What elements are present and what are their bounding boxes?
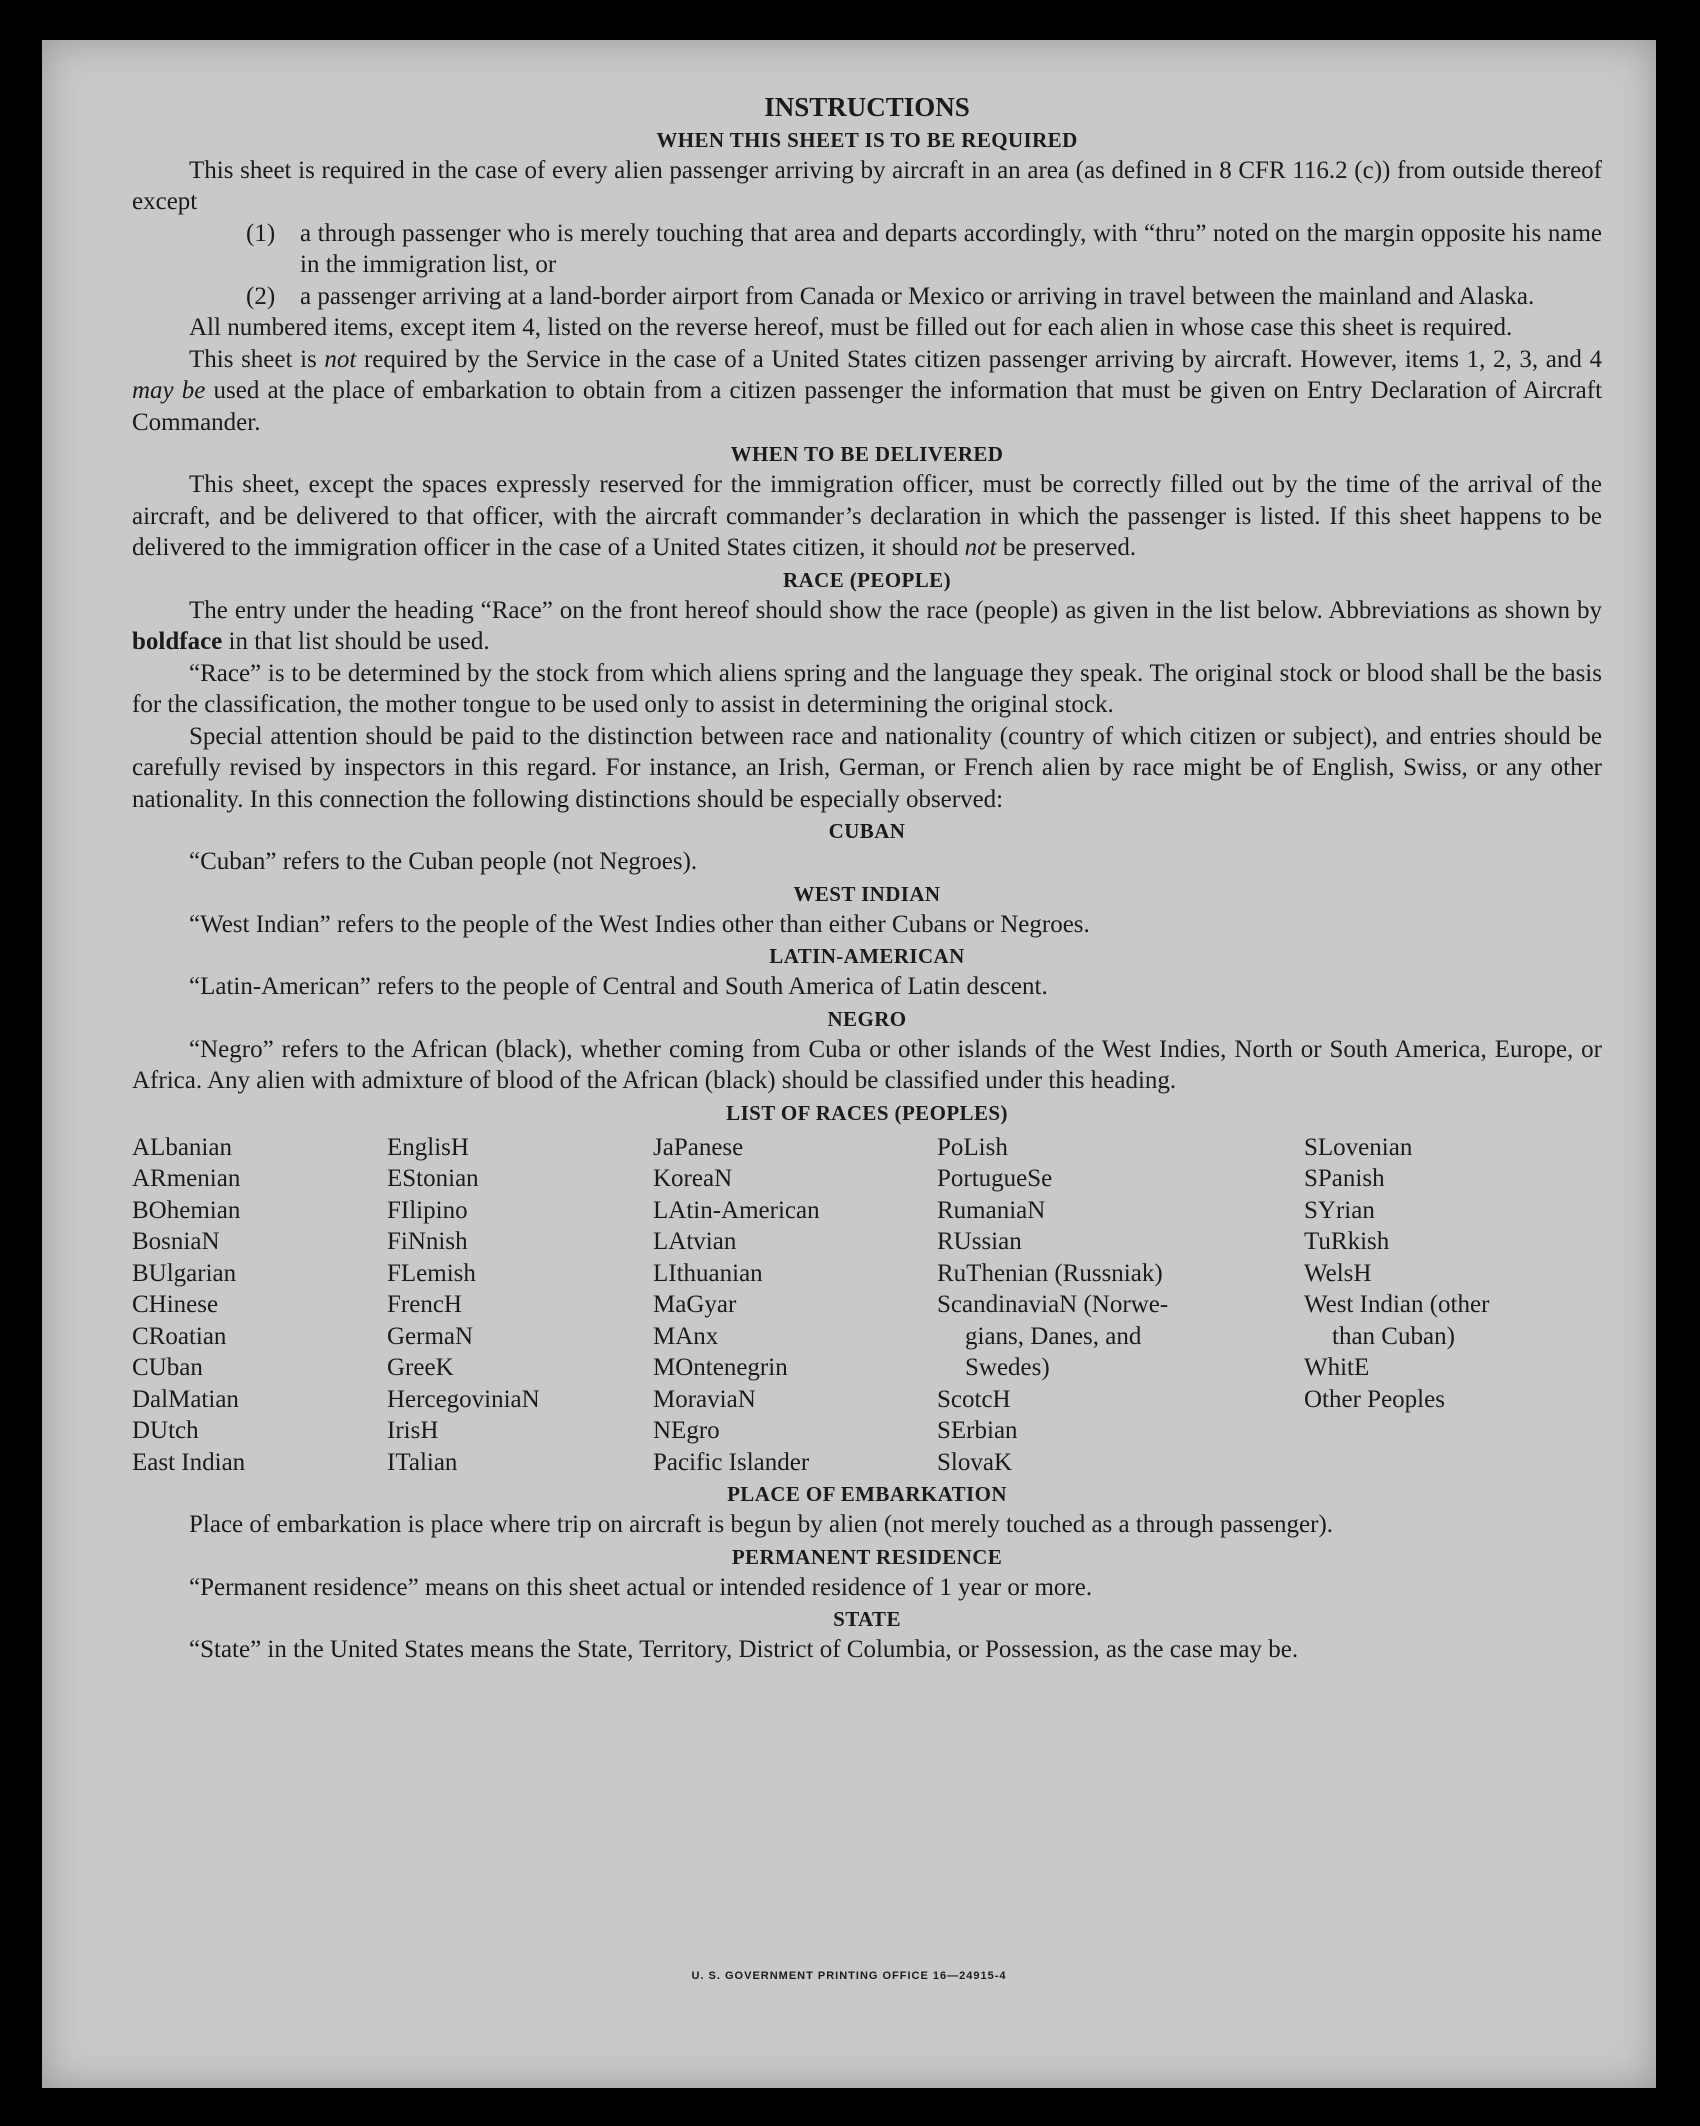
section-heading: STATE: [833, 1607, 901, 1631]
section-heading: LATIN-AMERICAN: [769, 944, 965, 968]
paragraph: “State” in the United States means the State, Territory, District of Columbia, or Possession, as the case may be.: [189, 1636, 1299, 1663]
section-heading: CUBAN: [828, 819, 906, 843]
emphasis: not: [964, 534, 997, 561]
race-entry: LAtin-American: [653, 1196, 820, 1224]
text-run: used at the place of embarkation to obtain from a citizen passenger the information that must be given on Entry Declaration of Aircraft Commander.: [132, 377, 1603, 436]
race-entry: Other Peoples: [1304, 1385, 1445, 1413]
race-entry: FIlipino: [387, 1196, 468, 1224]
race-entry: PoLish: [937, 1133, 1008, 1161]
race-entry: Swedes): [965, 1354, 1050, 1381]
text-run: This sheet, except the spaces expressly reserved for the immigration officer, must be correctly filled out by the time of the arrival of the aircraft, and be delivered to that officer, with the aircraft commander’s declaration in which the passenger is listed. If this sheet happens to be delivered to the immigration officer in the case of a United States citizen, it should: [132, 471, 1602, 561]
race-entry: SErbian: [937, 1417, 1018, 1444]
paragraph: [132, 344, 1602, 439]
race-entry: IrisH: [387, 1417, 439, 1444]
race-entry: WelsH: [1304, 1259, 1372, 1287]
paragraph: All numbered items, except item 4, listed on the reverse hereof, must be filled out for each alien in whose case this sheet is required.: [189, 314, 1513, 341]
document-content: [132, 92, 1602, 1666]
paragraph: Place of embarkation is place where trip on aircraft is begun by alien (not merely touched as a through passenger).: [189, 1511, 1334, 1538]
printer-imprint: U. S. GOVERNMENT PRINTING OFFICE 16—24915-4: [691, 1970, 1007, 1982]
paragraph: “West Indian” refers to the people of the West Indies other than either Cubans or Negroes.: [189, 910, 1090, 938]
race-entry: JaPanese: [653, 1133, 744, 1161]
race-entry: WhitE: [1304, 1354, 1370, 1381]
text-run: in that list should be used.: [222, 628, 490, 655]
section-heading: WEST INDIAN: [793, 881, 941, 906]
bold-text: boldface: [132, 628, 223, 655]
item-text: a through passenger who is merely touching that area and departs accordingly, with “thru” noted on the margin opposite his name in the immigration list, or: [300, 219, 1602, 278]
race-entry: NEgro: [653, 1417, 720, 1444]
paragraph: “Race” is to be determined by the stock from which aliens spring and the language they speak. The original stock or blood shall be the basis for the classification, the mother tongue to be used only to assist in determining the original stock.: [132, 659, 1602, 718]
text-run: This sheet is: [189, 345, 325, 373]
race-entry: EStonian: [387, 1165, 479, 1192]
race-entry: SPanish: [1304, 1165, 1385, 1192]
race-entry: CHinese: [132, 1291, 219, 1318]
race-entry: BosniaN: [132, 1228, 220, 1255]
section-heading: LIST OF RACES (PEOPLES): [726, 1100, 1008, 1125]
item-number: (1): [246, 219, 276, 247]
race-entry: ScotcH: [937, 1385, 1011, 1413]
race-entry: PortugueSe: [937, 1165, 1053, 1192]
race-entry: East Indian: [132, 1448, 246, 1476]
race-entry: FrencH: [387, 1291, 462, 1318]
race-entry: West Indian (other: [1304, 1291, 1490, 1318]
race-entry: BOhemian: [132, 1196, 241, 1224]
page-title: INSTRUCTIONS: [764, 92, 970, 122]
race-entry: FiNnish: [387, 1228, 468, 1255]
race-entry: CUban: [132, 1354, 203, 1381]
race-entry: EnglisH: [387, 1133, 469, 1161]
list-item: [246, 218, 1602, 281]
item-text: a passenger arriving at a land-border airport from Canada or Mexico or arriving in travel between the mainland and Alaska.: [300, 282, 1535, 310]
race-entry: LAtvian: [653, 1228, 737, 1255]
race-entry: ScandinaviaN (Norwe-: [937, 1291, 1169, 1318]
document-sheet: [42, 40, 1656, 2088]
emphasis: not: [324, 345, 357, 373]
paragraph: “Cuban” refers to the Cuban people (not Negroes).: [189, 848, 698, 875]
race-entry: GermaN: [387, 1322, 474, 1350]
race-entry: SlovaK: [937, 1448, 1012, 1476]
race-entry: Pacific Islander: [653, 1448, 810, 1476]
race-entry: DalMatian: [132, 1385, 239, 1413]
race-entry: TuRkish: [1304, 1228, 1390, 1255]
paragraph: “Negro” refers to the African (black), whether coming from Cuba or other islands of the West Indies, North or South America, Europe, or Africa. Any alien with admixture of blood of the African (black) should be classified under this heading.: [132, 1035, 1602, 1094]
section-heading: NEGRO: [827, 1006, 907, 1031]
races-column: [937, 1132, 1304, 1479]
emphasis: may be: [132, 377, 206, 404]
races-column: [387, 1132, 653, 1479]
race-entry: ARmenian: [132, 1165, 241, 1192]
paragraph: This sheet is required in the case of every alien passenger arriving by aircraft in an area (as defined in 8 CFR 116.2 (c)) from outside thereof except: [132, 156, 1602, 215]
race-entry: FLemish: [387, 1259, 476, 1287]
race-entry: than Cuban): [1332, 1322, 1455, 1350]
paragraph: [132, 595, 1602, 658]
section-heading: WHEN TO BE DELIVERED: [730, 442, 1004, 466]
race-entry: HercegoviniaN: [387, 1385, 540, 1413]
races-column: [132, 1132, 387, 1479]
races-column: [653, 1132, 937, 1479]
race-entry: SLovenian: [1304, 1133, 1413, 1161]
race-entry: MaGyar: [653, 1291, 737, 1318]
race-entry: ALbanian: [132, 1133, 232, 1161]
races-list: [132, 1132, 1602, 1479]
paragraph: [132, 469, 1602, 564]
race-entry: MOntenegrin: [653, 1354, 788, 1381]
race-entry: KoreaN: [653, 1165, 733, 1192]
race-entry: RUssian: [937, 1228, 1022, 1255]
text-run: be preserved.: [996, 534, 1137, 561]
paragraph: “Latin-American” refers to the people of Central and South America of Latin descent.: [189, 973, 1048, 1000]
race-entry: DUtch: [132, 1417, 199, 1444]
paragraph: “Permanent residence” means on this sheet actual or intended residence of 1 year or more.: [189, 1573, 1093, 1601]
section-heading: WHEN THIS SHEET IS TO BE REQUIRED: [656, 127, 1078, 152]
race-entry: MAnx: [653, 1322, 719, 1350]
race-entry: SYrian: [1304, 1196, 1375, 1224]
race-entry: GreeK: [387, 1354, 454, 1381]
race-entry: gians, Danes, and: [965, 1322, 1142, 1350]
section-heading: PERMANENT RESIDENCE: [731, 1544, 1003, 1569]
section-heading: PLACE OF EMBARKATION: [727, 1482, 1007, 1506]
text-run: required by the Service in the case of a United States citizen passenger arriving by aircraft. However, items 1, 2, 3, and 4: [356, 345, 1602, 373]
text-run: The entry under the heading “Race” on the front hereof should show the race (people) as given in the list below. Abbreviations as shown by: [189, 596, 1602, 624]
race-entry: MoraviaN: [653, 1385, 756, 1413]
section-heading: RACE (PEOPLE): [783, 567, 951, 592]
list-item: [246, 281, 1602, 313]
race-entry: RuThenian (Russniak): [937, 1259, 1163, 1287]
race-entry: LIthuanian: [653, 1259, 763, 1287]
race-entry: BUlgarian: [132, 1259, 237, 1287]
item-number: (2): [246, 282, 276, 310]
race-entry: ITalian: [387, 1448, 458, 1476]
race-entry: RumaniaN: [937, 1196, 1046, 1224]
paragraph: Special attention should be paid to the distinction between race and nationality (country of which citizen or subject), and entries should be carefully revised by inspectors in this regard. For instance, an Irish, German, or French alien by race might be of English, Swiss, or any other nationality. In this connection the following distinctions should be especially observed:: [132, 722, 1602, 813]
race-entry: CRoatian: [132, 1322, 227, 1350]
races-column: [1304, 1132, 1594, 1479]
